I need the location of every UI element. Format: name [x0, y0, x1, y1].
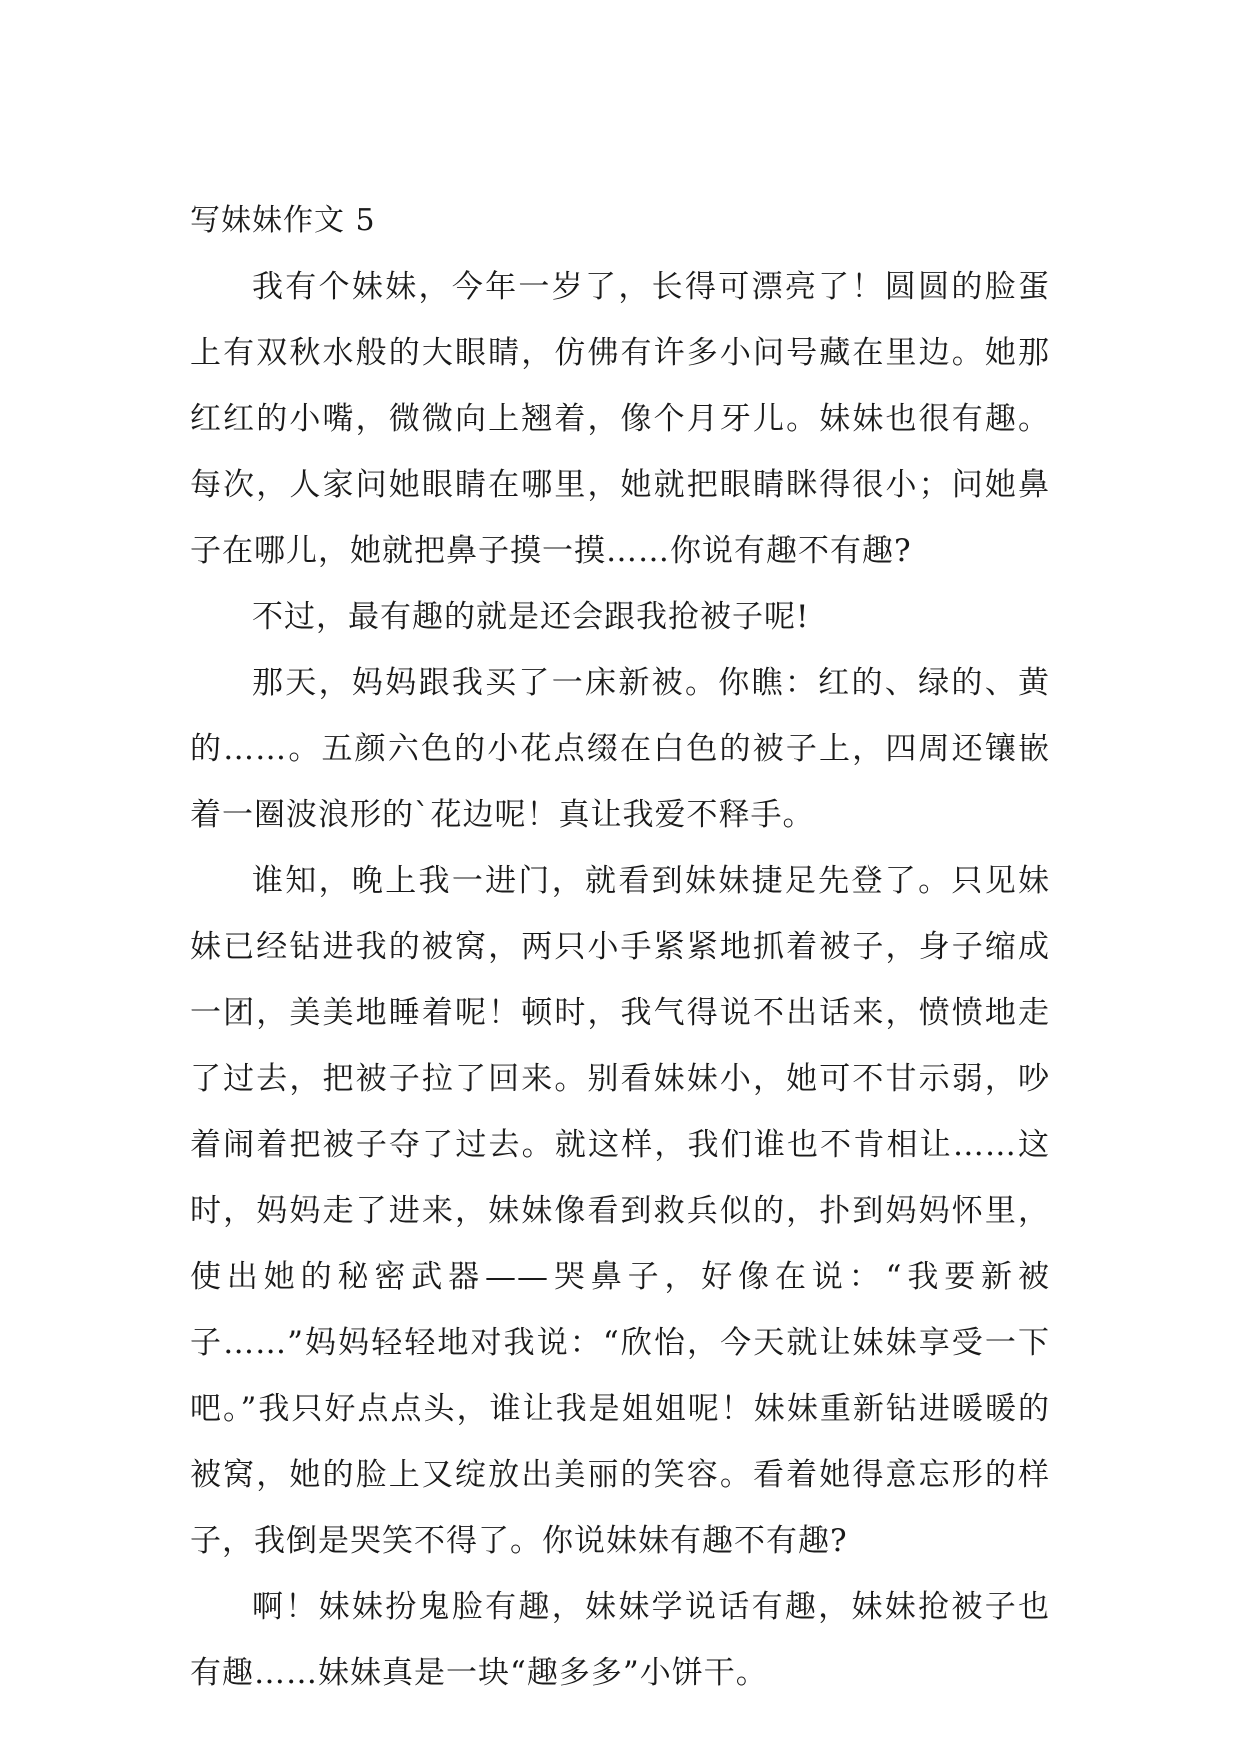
- document-body: [190, 188, 1050, 1706]
- paragraph-3: 那天，妈妈跟我买了一床新被。你瞧：红的、绿的、黄的……。五颜六色的小花点缀在白色的被子上，四周还镶嵌着一圈波浪形的`花边呢！真让我爱不释手。: [190, 665, 1050, 833]
- document-title: 写妹妹作文 5: [190, 203, 376, 238]
- paragraph-1: 我有个妹妹，今年一岁了，长得可漂亮了！圆圆的脸蛋上有双秋水般的大眼睛，仿佛有许多小问号藏在里边。她那红红的小嘴，微微向上翘着，像个月牙儿。妹妹也很有趣。每次，人家问她眼睛在哪里，她就把眼睛眯得很小；问她鼻子在哪儿，她就把鼻子摸一摸……你说有趣不有趣?: [190, 269, 1050, 569]
- paragraph-4: 谁知，晚上我一进门，就看到妹妹捷足先登了。只见妹妹已经钻进我的被窝，两只小手紧紧地抓着被子，身子缩成一团，美美地睡着呢！顿时，我气得说不出话来，愤愤地走了过去，把被子拉了回来。别看妹妹小，她可不甘示弱，吵着闹着把被子夺了过去。就这样，我们谁也不肯相让……这时，妈妈走了进来，妹妹像看到救兵似的，扑到妈妈怀里，使出她的秘密武器——哭鼻子，好像在说：“我要新被子……”妈妈轻轻地对我说：“欣怡，今天就让妹妹享受一下吧。”我只好点点头，谁让我是姐姐呢！妹妹重新钻进暖暖的被窝，她的脸上又绽放出美丽的笑容。看着她得意忘形的样子，我倒是哭笑不得了。你说妹妹有趣不有趣?: [190, 863, 1050, 1559]
- paragraph-5: 啊！妹妹扮鬼脸有趣，妹妹学说话有趣，妹妹抢被子也有趣……妹妹真是一块“趣多多”小饼干。: [190, 1589, 1050, 1691]
- paragraph-2: 不过，最有趣的就是还会跟我抢被子呢!: [252, 599, 810, 635]
